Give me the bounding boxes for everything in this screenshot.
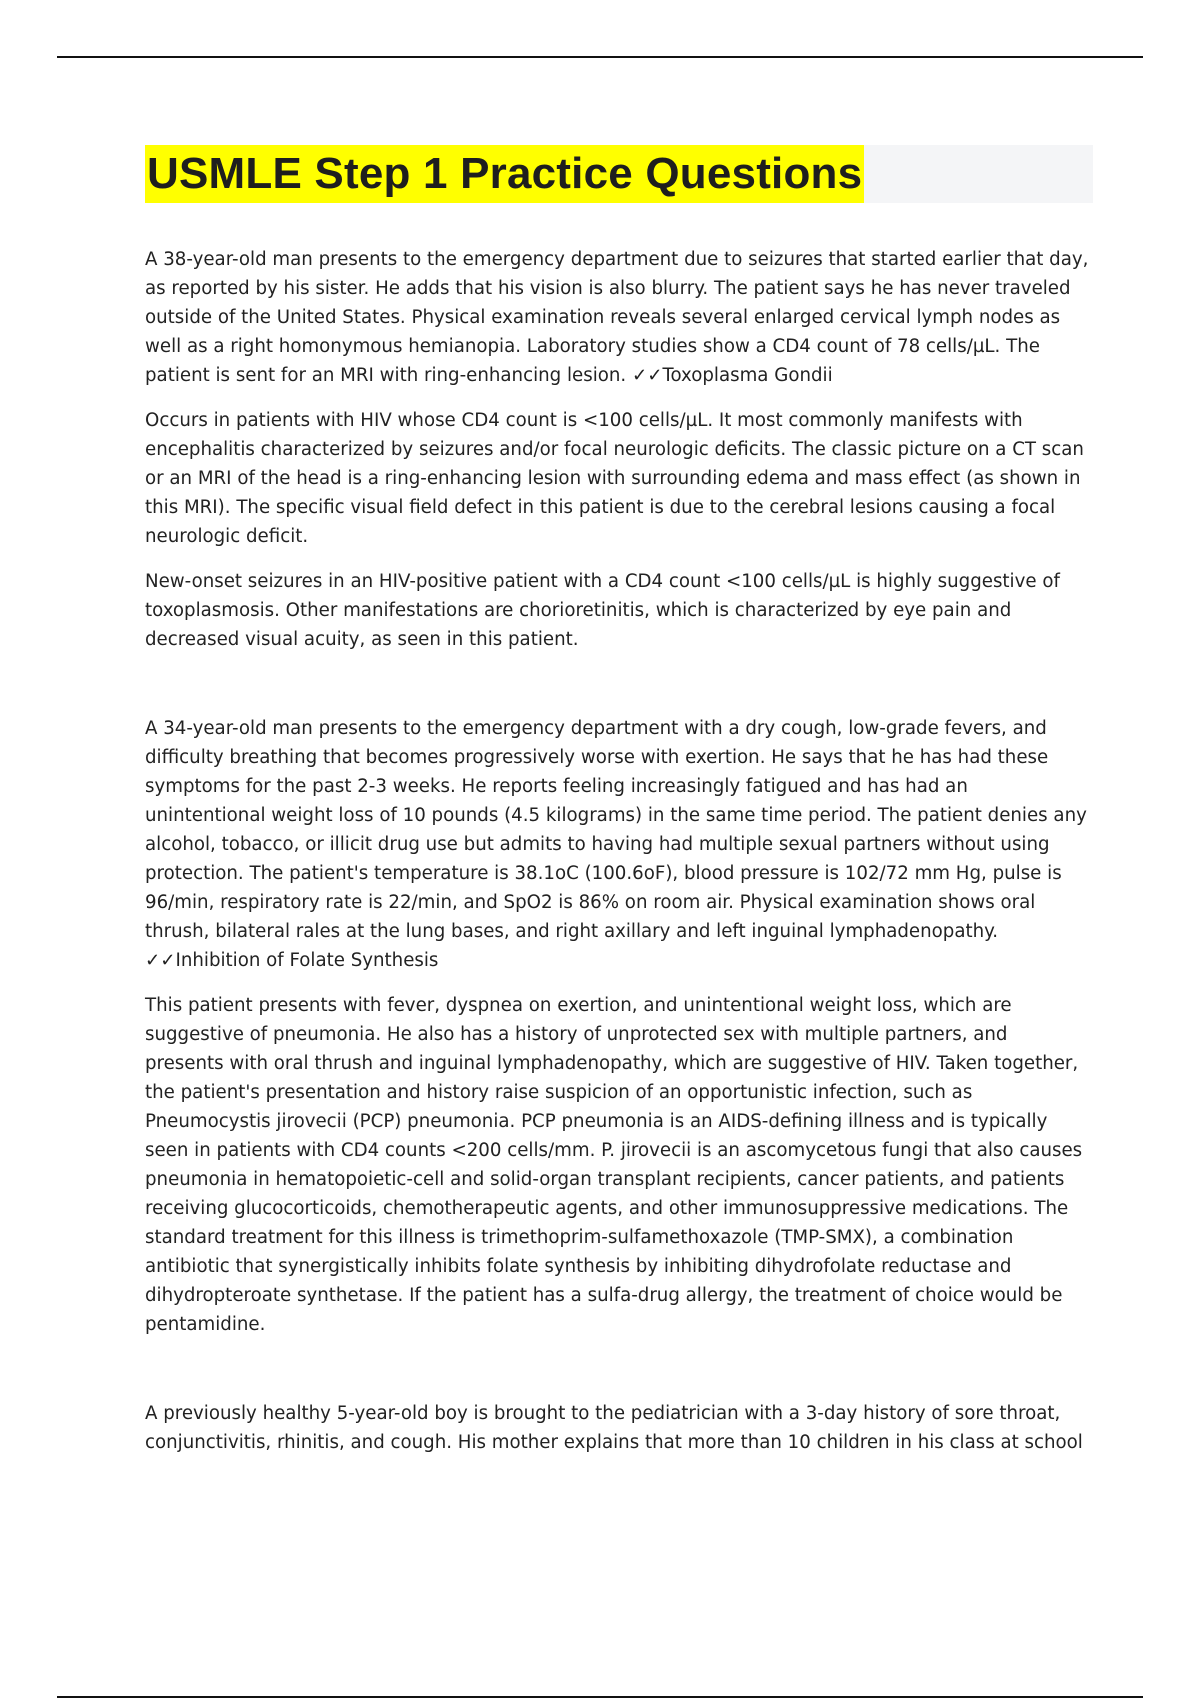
question-3-stem: A previously healthy 5-year-old boy is brought to the pediatrician with a 3-day history of sore throat, conjunctivitis, rhinitis, and cough. His mother explains that more than 10 children in his class at school [145,1403,1083,1453]
question-1-explanation-summary: New-onset seizures in an HIV-positive patient with a CD4 count <100 cells/µL is highly suggestive of toxoplasmosis. Other manifestations are chorioretinitis, which is characterized by eye pain and decreased visual acuity, as seen in this patient. [145,571,1060,650]
document-body [145,245,1090,1473]
question-1-explanation: Occurs in patients with HIV whose CD4 count is <100 cells/µL. It most commonly manifests with encephalitis characterized by seizures and/or focal neurologic deficits. The classic picture on a CT scan or an MRI of the head is a ring-enhancing lesion with surrounding edema and mass effect (as shown in this MRI). The specific visual field defect in this patient is due to the cerebral lesions causing a focal neurologic deficit. [145,410,1084,547]
question-2-stem: A 34-year-old man presents to the emergency department with a dry cough, low-grade fevers, and difficulty breathing that becomes progressively worse with exertion. He says that he has had these symptoms for the past 2-3 weeks. He reports feeling increasingly fatigued and has had an unintentional weight loss of 10 pounds (4.5 kilograms) in the same time period. The patient denies any alcohol, tobacco, or illicit drug use but admits to having had multiple sexual partners without using protection. The patient's temperature is 38.1oC (100.6oF), blood pressure is 102/72 mm Hg, pulse is 96/min, respiratory rate is 22/min, and SpO2 is 86% on room air. Physical examination shows oral thrush, bilateral rales at the lung bases, and right axillary and left inguinal lymphadenopathy. ✓✓Inhibition of Folate Synthesis [145,718,1087,971]
question-2-explanation: This patient presents with fever, dyspnea on exertion, and unintentional weight loss, which are suggestive of pneumonia. He also has a history of unprotected sex with multiple partners, and presents with oral thrush and inguinal lymphadenopathy, which are suggestive of HIV. Taken together, the patient's presentation and history raise suspicion of an opportunistic infection, such as Pneumocystis jirovecii (PCP) pneumonia. PCP pneumonia is an AIDS-defining illness and is typically seen in patients with CD4 counts <200 cells/mm. P. jirovecii is an ascomycetous fungi that also causes pneumonia in hematopoietic-cell and solid-organ transplant recipients, cancer patients, and patients receiving glucocorticoids, chemotherapeutic agents, and other immunosuppressive medications. The standard treatment for this illness is trimethoprim-sulfamethoxazole (TMP-SMX), a combination antibiotic that synergistically inhibits folate synthesis by inhibiting dihydrofolate reductase and dihydropteroate synthetase. If the patient has a sulfa-drug allergy, the treatment of choice would be pentamidine. [145,995,1083,1335]
top-rule [57,56,1143,58]
bottom-rule [57,1696,1143,1698]
question-1-stem: A 38-year-old man presents to the emergency department due to seizures that started earlier that day, as reported by his sister. He adds that his vision is also blurry. The patient says he has never traveled outside of the United States. Physical examination reveals several enlarged cervical lymph nodes as well as a right homonymous hemianopia. Laboratory studies show a CD4 count of 78 cells/µL. The patient is sent for an MRI with ring-enhancing lesion. ✓✓Toxoplasma Gondii [145,249,1089,386]
page-title: USMLE Step 1 Practice Questions [145,145,864,203]
